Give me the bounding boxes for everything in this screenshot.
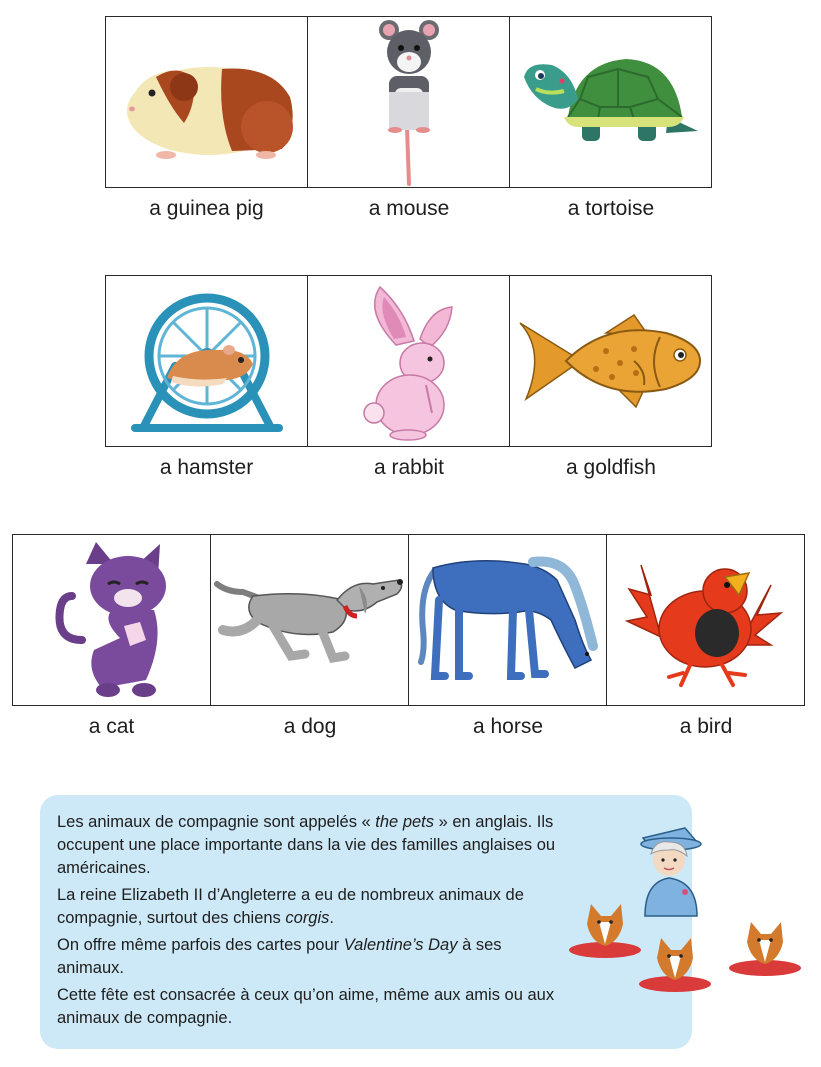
- animal-card-horse: [409, 534, 607, 739]
- animal-label: a guinea pig: [149, 197, 264, 220]
- animal-label: a tortoise: [567, 197, 655, 220]
- animal-label: a horse: [472, 715, 544, 738]
- queen-corgis-illustration: [565, 820, 815, 1000]
- animal-row-1: [105, 16, 712, 221]
- animal-label: a dog: [283, 715, 337, 738]
- hamster-icon: [117, 286, 297, 436]
- animal-card-hamster: [105, 275, 308, 480]
- animal-card-goldfish: [510, 275, 712, 480]
- animal-row-2: [105, 275, 712, 480]
- animal-label: a bird: [679, 715, 733, 738]
- animal-label: a hamster: [159, 456, 254, 479]
- animal-row-3: [12, 534, 805, 739]
- dog-icon: [213, 570, 407, 670]
- goldfish-icon: [516, 311, 706, 411]
- corgi-icon: [729, 922, 801, 976]
- info-paragraph: La reine Elizabeth II d’Angleterre a eu de nombreux animaux de compagnie, surtout des chiens corgis.: [57, 886, 524, 927]
- corgi-icon: [639, 938, 711, 992]
- guinea-pig-icon: [112, 27, 302, 177]
- animal-card-cat: [12, 534, 211, 739]
- animal-card-rabbit: [308, 275, 510, 480]
- info-paragraph: Les animaux de compagnie sont appelés « the pets » en anglais. Ils occupent une place importante dans la vie des familles anglaises ou américaines.: [57, 813, 556, 877]
- animal-card-tortoise: [510, 16, 712, 221]
- animal-label: a goldfish: [566, 456, 656, 479]
- info-paragraph: Cette fête est consacrée à ceux qu’on aime, même aux amis ou aux animaux de compagnie.: [57, 986, 555, 1027]
- corgi-icon: [569, 904, 641, 958]
- animal-card-mouse: [308, 16, 510, 221]
- queen-icon: [641, 828, 701, 916]
- pets-info-text: [57, 811, 557, 1034]
- animal-card-guinea-pig: [105, 16, 308, 221]
- horse-icon: [415, 550, 601, 690]
- tortoise-icon: [518, 47, 704, 157]
- mouse-icon: [359, 18, 459, 186]
- animal-card-dog: [211, 534, 409, 739]
- animal-label: a rabbit: [373, 456, 445, 479]
- info-paragraph: On offre même parfois des cartes pour Valentine’s Day à ses animaux.: [57, 936, 502, 977]
- bird-icon: [621, 545, 791, 695]
- cat-icon: [42, 540, 182, 700]
- animal-label: a cat: [88, 715, 135, 738]
- rabbit-icon: [334, 281, 484, 441]
- animal-card-bird: [607, 534, 805, 739]
- animal-label: a mouse: [368, 197, 450, 220]
